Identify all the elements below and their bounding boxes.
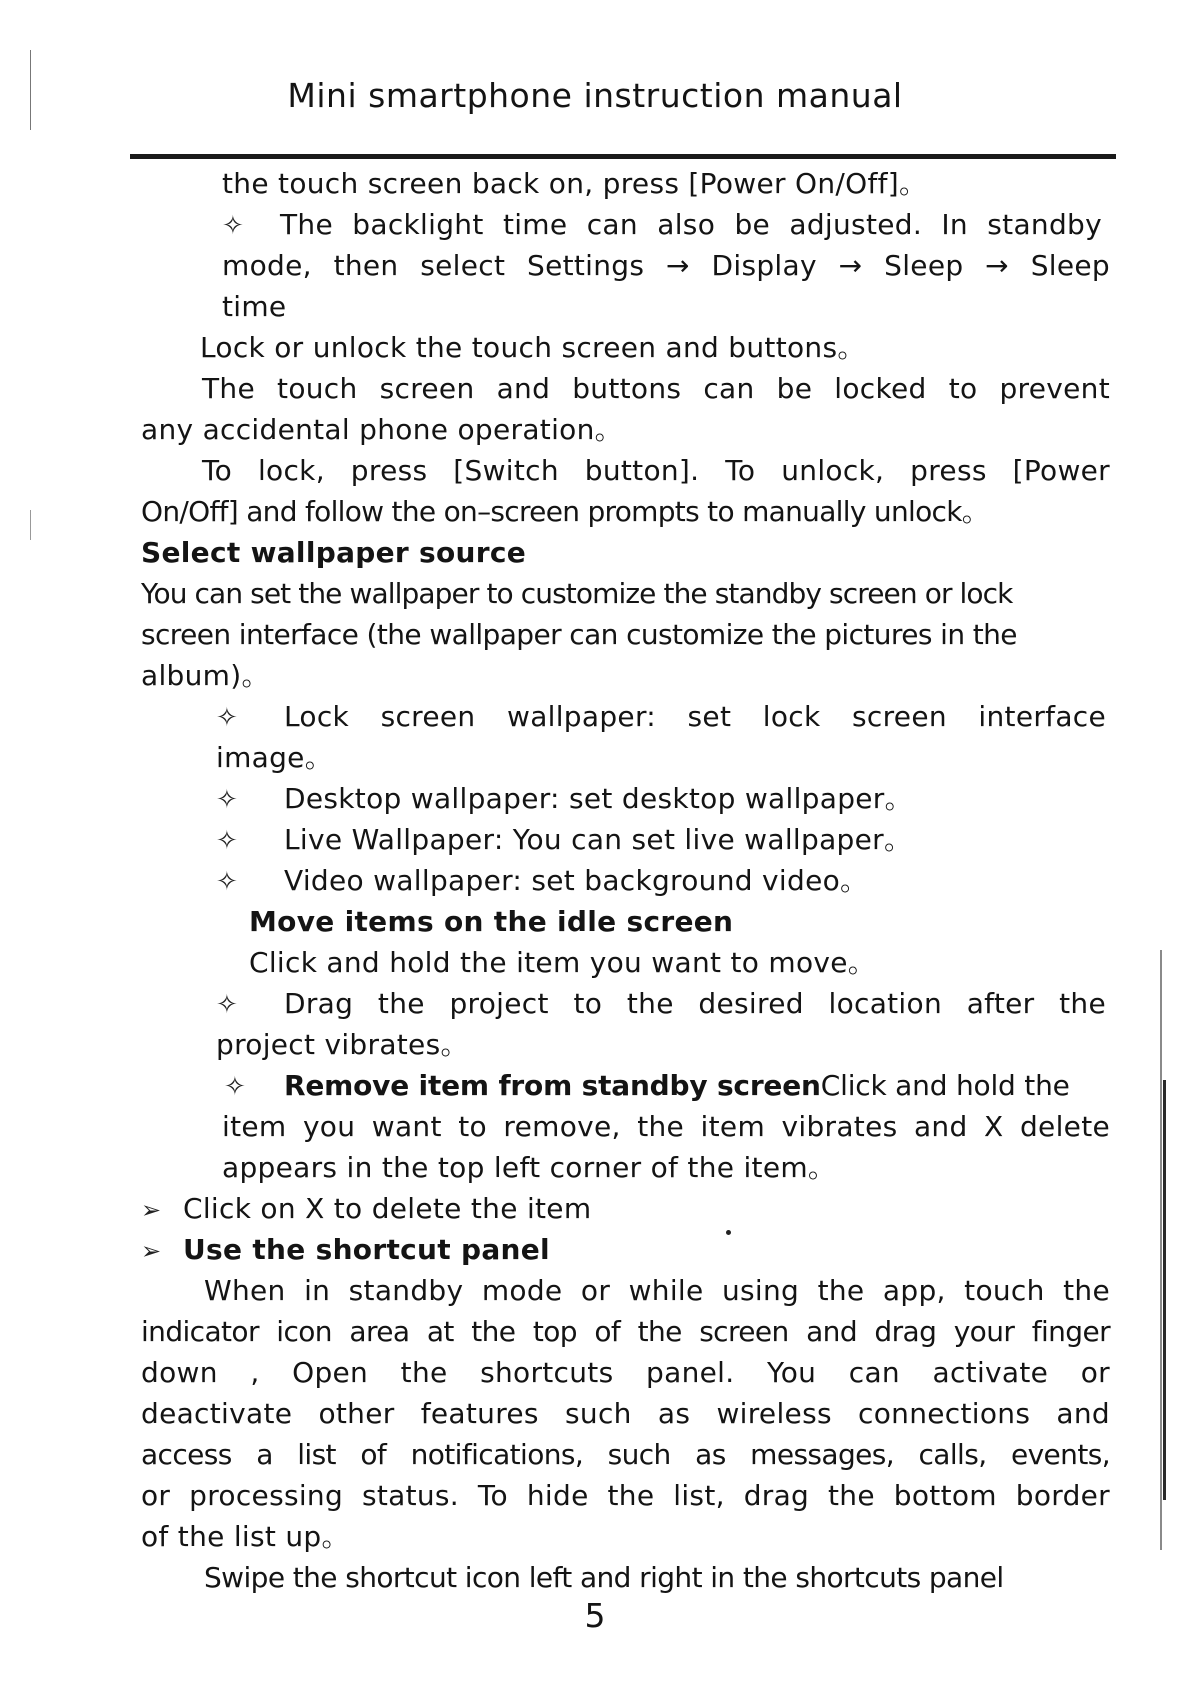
text-line: or processing status. To hide the list, drag the bottom border — [141, 1479, 1110, 1512]
arrow-bullet-icon: ➢ — [141, 1196, 162, 1224]
section-heading: Move items on the idle screen — [249, 905, 734, 938]
text-line: The backlight time can also be adjusted. In standby — [280, 208, 1102, 241]
text-line: Drag the project to the desired location after the — [284, 987, 1106, 1020]
text-line: To lock, press [Switch button]. To unlock, press [Power — [202, 454, 1110, 487]
bullet-item — [216, 986, 1110, 1023]
diamond-bullet-icon: ✧ — [216, 785, 239, 815]
text-line: indicator icon area at the top of the screen and drag your finger — [141, 1315, 1110, 1348]
text-line: Desktop wallpaper: set desktop wallpaper。 — [284, 782, 913, 815]
text-line: You can set the wallpaper to customize the standby screen or lock — [141, 577, 1013, 610]
text-line: the touch screen back on, press [Power On/Off]。 — [222, 167, 928, 200]
text-line: image。 — [216, 741, 334, 774]
ink-speck — [726, 1230, 731, 1235]
diamond-bullet-icon: ✧ — [224, 1072, 247, 1102]
arrow-item — [141, 1232, 550, 1269]
text-line: Lock or unlock the touch screen and buttons。 — [200, 331, 866, 364]
scan-edge-mark — [1163, 1080, 1166, 1500]
bullet-item — [216, 863, 868, 900]
text-line: down , Open the shortcuts panel. You can activate or — [141, 1356, 1110, 1389]
scan-edge-mark — [30, 50, 31, 130]
text-line: Live Wallpaper: You can set live wallpaper。 — [284, 823, 913, 856]
inline-heading: Remove item from standby screen — [284, 1069, 821, 1102]
text-line: deactivate other features such as wireless connections and — [141, 1397, 1110, 1430]
section-heading: Use the shortcut panel — [183, 1233, 550, 1266]
text-line: appears in the top left corner of the item。 — [222, 1151, 837, 1184]
bullet-item — [216, 822, 912, 859]
text-line: Lock screen wallpaper: set lock screen interface — [284, 700, 1106, 733]
text-line: screen interface (the wallpaper can customize the pictures in the — [141, 618, 1017, 651]
diamond-bullet-icon: ✧ — [216, 826, 239, 856]
diamond-bullet-icon: ✧ — [222, 211, 245, 241]
diamond-bullet-icon: ✧ — [216, 867, 239, 897]
bullet-item — [224, 1068, 1110, 1105]
arrow-bullet-icon: ➢ — [141, 1237, 162, 1265]
text-line: Swipe the shortcut icon left and right in the shortcuts panel — [204, 1561, 1004, 1594]
bullet-item — [222, 207, 1110, 244]
text-line: Click on X to delete the item — [183, 1192, 592, 1225]
bullet-item — [216, 699, 1110, 736]
text-line: of the list up。 — [141, 1520, 350, 1553]
page-header-title: Mini smartphone instruction manual — [287, 76, 903, 115]
text-line: any accidental phone operation。 — [141, 413, 623, 446]
text-line: When in standby mode or while using the app, touch the — [204, 1274, 1110, 1307]
bullet-item — [216, 781, 913, 818]
text-line: The touch screen and buttons can be locked to prevent — [202, 372, 1110, 405]
text-line: access a list of notifications, such as messages, calls, events, — [141, 1438, 1110, 1471]
text-line: Click and hold the — [820, 1069, 1070, 1102]
page-number: 5 — [584, 1596, 606, 1635]
diamond-bullet-icon: ✧ — [216, 990, 239, 1020]
text-line: time — [222, 290, 287, 323]
text-line: mode, then select Settings → Display → Sleep → Sleep — [222, 249, 1110, 282]
text-line: project vibrates。 — [216, 1028, 469, 1061]
text-line: item you want to remove, the item vibrates and X delete — [222, 1110, 1110, 1143]
header-rule — [130, 154, 1116, 159]
text-line: album)。 — [141, 659, 270, 692]
text-line: On/Off] and follow the on–screen prompts to manually unlock。 — [141, 495, 990, 528]
text-line: Video wallpaper: set background video。 — [284, 864, 869, 897]
scan-edge-mark — [30, 510, 31, 540]
section-heading: Select wallpaper source — [141, 536, 527, 569]
arrow-item — [141, 1191, 591, 1228]
diamond-bullet-icon: ✧ — [216, 703, 239, 733]
text-line: Click and hold the item you want to move。 — [249, 946, 877, 979]
scan-edge-mark — [1160, 950, 1162, 1550]
